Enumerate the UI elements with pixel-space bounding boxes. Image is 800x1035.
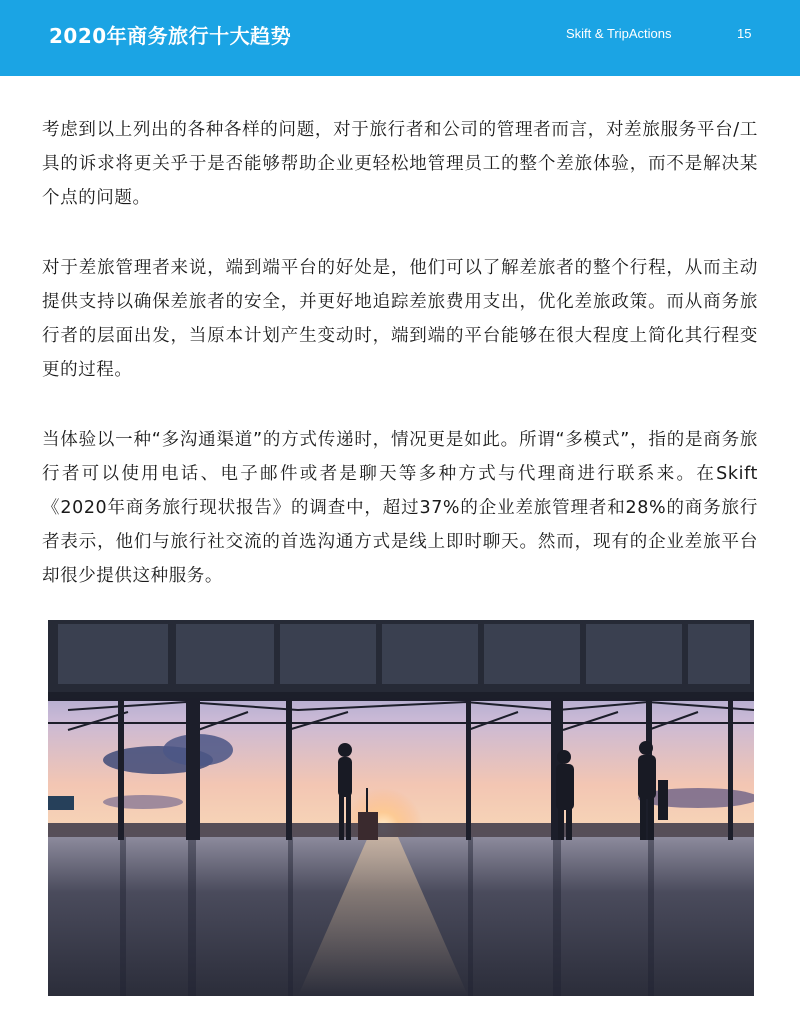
airport-terminal-photo [48,620,754,996]
page-header [0,0,800,76]
paragraph-1: 考虑到以上列出的各种各样的问题，对于旅行者和公司的管理者而言，对差旅服务平台/工具的诉求将更关乎于是否能够帮助企业更轻松地管理员工的整个差旅体验，而不是解决某个点的问题。 [42,120,758,208]
paragraph-2: 对于差旅管理者来说，端到端平台的好处是，他们可以了解差旅者的整个行程，从而主动提供支持以确保差旅者的安全，并更好地追踪差旅费用支出，优化差旅政策。而从商务旅行者的层面出发，当原本计划产生变动时，端到端的平台能够在很大程度上简化其行程变更的过程。 [42,258,758,380]
page-number: 15 [737,26,752,41]
brand-label: Skift & TripActions [566,26,672,41]
document-title: 2020年商务旅行十大趋势 [49,24,292,48]
paragraph-3: 当体验以一种“多沟通渠道”的方式传递时，情况更是如此。所谓“多模式”，指的是商务旅行者可以使用电话、电子邮件或者是聊天等多种方式与代理商进行联系来。在Skift《2020年商务旅行现状报告》的调查中，超过37%的企业差旅管理者和28%的商务旅行者表示，他们与旅行社交流的首选沟通方式是线上即时聊天。然而，现有的企业差旅平台却很少提供这种服务。 [42,430,758,586]
body-text [42,113,758,629]
